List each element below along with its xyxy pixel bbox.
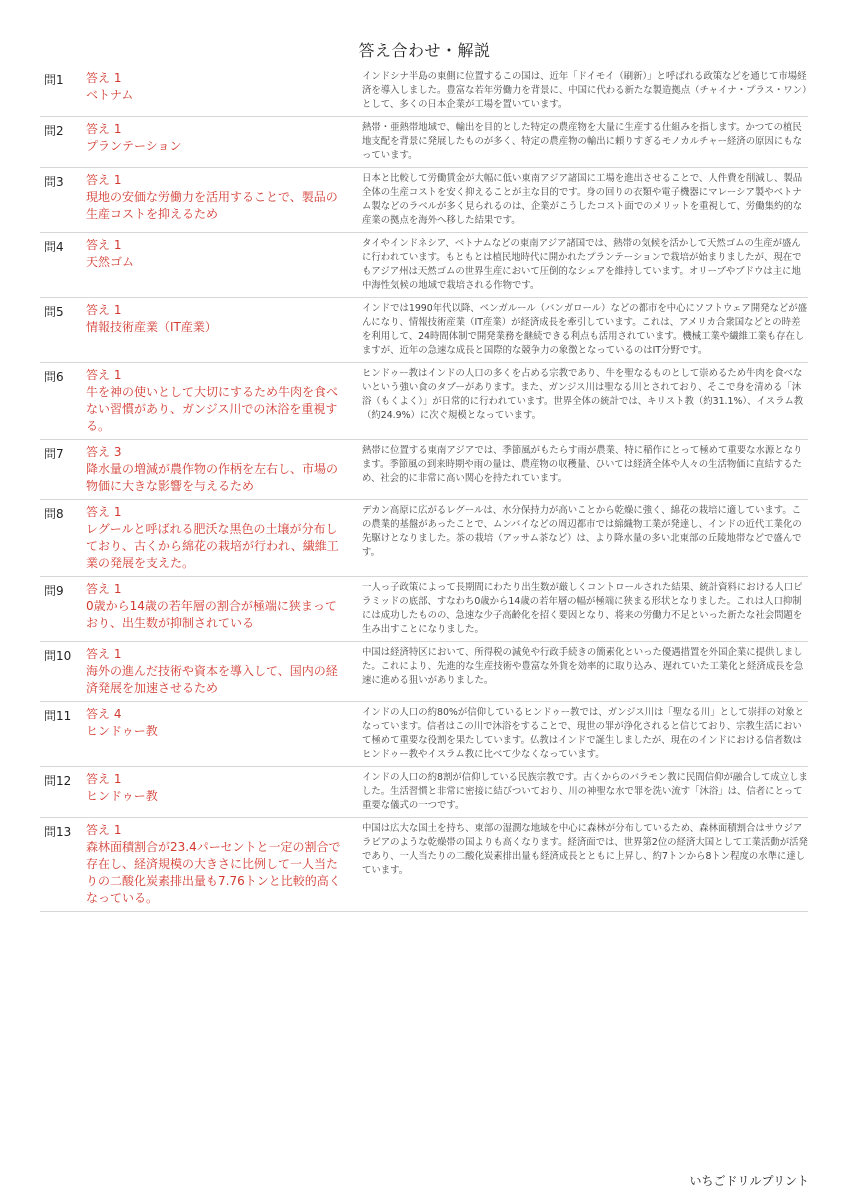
question-number: 問12 bbox=[40, 767, 84, 818]
table-row bbox=[40, 440, 808, 500]
answer-label: 答え 1 bbox=[86, 505, 122, 519]
question-number: 問5 bbox=[40, 298, 84, 363]
answer-text: 森林面積割合が23.4パーセントと一定の割合で存在し、経済規模の大きさに比例して一人当たりの二酸化炭素排出量も7.76トンと比較的高くなっている。 bbox=[86, 840, 341, 905]
answer-cell bbox=[84, 117, 356, 168]
answer-label: 答え 1 bbox=[86, 122, 122, 136]
answer-cell bbox=[84, 767, 356, 818]
page-title: 答え合わせ・解説 bbox=[358, 41, 491, 60]
explanation: 中国は広大な国土を持ち、東部の湿潤な地域を中心に森林が分布しているため、森林面積割合はサウジアラビアのような乾燥帯の国よりも高くなります。経済面では、世界第2位の経済大国として工業活動が活発であり、一人当たりの二酸化炭素排出量も経済成長とともに上昇し、約7トンから8トン程度の水準に達しています。 bbox=[356, 818, 808, 912]
table-row bbox=[40, 233, 808, 298]
answer-text: 牛を神の使いとして大切にするため牛肉を食べない習慣があり、ガンジス川での沐浴を重視する。 bbox=[86, 385, 339, 433]
answer-label: 答え 4 bbox=[86, 707, 122, 721]
answer-text: 海外の進んだ技術や資本を導入して、国内の経済発展を加速させるため bbox=[86, 664, 338, 695]
answer-label: 答え 1 bbox=[86, 823, 122, 837]
answer-text: レグールと呼ばれる肥沃な黒色の土壌が分布しており、古くから綿花の栽培が行われ、繊維工業の発展を支えた。 bbox=[86, 522, 339, 570]
answer-text: ベトナム bbox=[86, 88, 134, 102]
footer-brand: いちごドリルプリント bbox=[689, 1174, 809, 1188]
explanation: タイやインドネシア、ベトナムなどの東南アジア諸国では、熱帯の気候を活かして天然ゴムの生産が盛んに行われています。もともとは植民地時代に開かれたプランテーションで栽培が始まりましたが、現在でもアジア州は天然ゴムの世界生産において圧倒的なシェアを維持しています。オリーブやブドウは主に地中海性気候の地域で栽培される作物です。 bbox=[356, 233, 808, 298]
answer-text: ヒンドゥー教 bbox=[86, 789, 158, 803]
answer-text: 情報技術産業（IT産業） bbox=[86, 320, 217, 334]
question-number: 問3 bbox=[40, 168, 84, 233]
answer-cell bbox=[84, 642, 356, 702]
question-number: 問9 bbox=[40, 577, 84, 642]
answer-cell bbox=[84, 818, 356, 912]
table-row bbox=[40, 818, 808, 912]
explanation: インドシナ半島の東側に位置するこの国は、近年「ドイモイ（刷新）」と呼ばれる政策などを通じて市場経済を導入しました。豊富な若年労働力を背景に、中国に代わる新たな製造拠点（チャイナ・プラス・ワン）として、多くの日本企業が工場を置いています。 bbox=[356, 66, 808, 117]
table-row bbox=[40, 363, 808, 440]
answer-cell bbox=[84, 500, 356, 577]
answer-label: 答え 1 bbox=[86, 368, 122, 382]
answer-text: 0歳から14歳の若年層の割合が極端に狭まっており、出生数が抑制されている bbox=[86, 599, 337, 630]
question-number: 問13 bbox=[40, 818, 84, 912]
explanation: インドの人口の約80%が信仰しているヒンドゥー教では、ガンジス川は「聖なる川」として崇拝の対象となっています。信者はこの川で沐浴をすることで、現世の罪が浄化されると信じており、宗教生活において極めて重要な役割を果たしています。仏教はインドで誕生しましたが、現在のインドにおける信者数はヒンドゥー教やイスラム教に比べて少なくなっています。 bbox=[356, 702, 808, 767]
answer-cell bbox=[84, 440, 356, 500]
answer-label: 答え 1 bbox=[86, 173, 122, 187]
answer-label: 答え 1 bbox=[86, 582, 122, 596]
question-number: 問1 bbox=[40, 66, 84, 117]
explanation: デカン高原に広がるレグールは、水分保持力が高いことから乾燥に強く、綿花の栽培に適しています。この農業的基盤があったことで、ムンバイなどの周辺都市では綿織物工業が発達し、インドの近代工業化の先駆けとなりました。茶の栽培（アッサム茶など）は、より降水量の多い北東部の丘陵地帯などで盛んです。 bbox=[356, 500, 808, 577]
table-row bbox=[40, 66, 808, 117]
table-row bbox=[40, 168, 808, 233]
table-row bbox=[40, 702, 808, 767]
answer-text: 現地の安価な労働力を活用することで、製品の生産コストを抑えるため bbox=[86, 190, 338, 221]
answer-text: 降水量の増減が農作物の作柄を左右し、市場の物価に大きな影響を与えるため bbox=[86, 462, 339, 493]
explanation: インドの人口の約8割が信仰している民族宗教です。古くからのバラモン教に民間信仰が融合して成立しました。生活習慣と非常に密接に結びついており、川の神聖な水で罪を洗い流す「沐浴」は、信者にとって重要な儀式の一つです。 bbox=[356, 767, 808, 818]
question-number: 問8 bbox=[40, 500, 84, 577]
answer-cell bbox=[84, 298, 356, 363]
answer-cell bbox=[84, 233, 356, 298]
answer-label: 答え 1 bbox=[86, 772, 122, 786]
answer-cell bbox=[84, 66, 356, 117]
answer-label: 答え 1 bbox=[86, 647, 122, 661]
explanation: インドでは1990年代以降、ベンガルール（バンガロール）などの都市を中心にソフトウェア開発などが盛んになり、情報技術産業（IT産業）が経済成長を牽引しています。これは、アメリカ合衆国などとの時差を利用して、24時間体制で開発業務を継続できる利点も活用されています。機械工業や繊維工業も存在しますが、近年の急速な成長と国際的な競争力の象徴となっているのはIT分野です。 bbox=[356, 298, 808, 363]
answer-label: 答え 1 bbox=[86, 303, 122, 317]
explanation: 日本と比較して労働賃金が大幅に低い東南アジア諸国に工場を進出させることで、人件費を削減し、製品全体の生産コストを安く抑えることが主な目的です。身の回りの衣類や電子機器にマレーシア製やベトナム製などのラベルが多く見られるのは、企業がこうしたコスト面でのメリットを重視して、労働集約的な産業の拠点を海外へ移した結果です。 bbox=[356, 168, 808, 233]
question-number: 問10 bbox=[40, 642, 84, 702]
explanation: 熱帯に位置する東南アジアでは、季節風がもたらす雨が農業、特に稲作にとって極めて重要な水源となります。季節風の到来時期や雨の量は、農産物の収穫量、ひいては経済全体や人々の生活物価に直結するため、社会的に非常に高い関心を持たれています。 bbox=[356, 440, 808, 500]
question-number: 問6 bbox=[40, 363, 84, 440]
table-row bbox=[40, 642, 808, 702]
answer-text: プランテーション bbox=[86, 139, 182, 153]
answer-label: 答え 1 bbox=[86, 71, 122, 85]
explanation: 中国は経済特区において、所得税の減免や行政手続きの簡素化といった優遇措置を外国企業に提供しました。これにより、先進的な生産技術や豊富な外貨を効率的に取り込み、遅れていた工業化と経済成長を急速に進める狙いがありました。 bbox=[356, 642, 808, 702]
answer-cell bbox=[84, 363, 356, 440]
answer-cell bbox=[84, 168, 356, 233]
answer-text: ヒンドゥー教 bbox=[86, 724, 158, 738]
table-row bbox=[40, 500, 808, 577]
question-number: 問4 bbox=[40, 233, 84, 298]
question-number: 問7 bbox=[40, 440, 84, 500]
answer-label: 答え 1 bbox=[86, 238, 122, 252]
explanation: 一人っ子政策によって長期間にわたり出生数が厳しくコントロールされた結果、統計資料における人口ピラミッドの底部、すなわち0歳から14歳の若年層の幅が極端に狭まる形状となりました。これは人口抑制には成功したものの、急速な少子高齢化を招く要因となり、将来の労働力不足といった新たな社会問題を生み出すことになりました。 bbox=[356, 577, 808, 642]
question-number: 問2 bbox=[40, 117, 84, 168]
table-row bbox=[40, 577, 808, 642]
answer-label: 答え 3 bbox=[86, 445, 122, 459]
table-row bbox=[40, 117, 808, 168]
answer-cell bbox=[84, 702, 356, 767]
answer-cell bbox=[84, 577, 356, 642]
table-row bbox=[40, 767, 808, 818]
explanation: ヒンドゥー教はインドの人口の多くを占める宗教であり、牛を聖なるものとして崇めるため牛肉を食べないという強い食のタブーがあります。また、ガンジス川は聖なる川とされており、そこで身を清める「沐浴（もくよく）」が日常的に行われています。世界全体の統計では、キリスト教（約31.1%）、イスラム教（約24.9%）に次ぐ規模となっています。 bbox=[356, 363, 808, 440]
explanation: 熱帯・亜熱帯地域で、輸出を目的とした特定の農産物を大量に生産する仕組みを指します。かつての植民地支配を背景に発展したものが多く、特定の農産物の輸出に頼りすぎるモノカルチャー経済の原因にもなっています。 bbox=[356, 117, 808, 168]
answer-text: 天然ゴム bbox=[86, 255, 135, 269]
answer-table bbox=[40, 66, 808, 912]
table-row bbox=[40, 298, 808, 363]
question-number: 問11 bbox=[40, 702, 84, 767]
